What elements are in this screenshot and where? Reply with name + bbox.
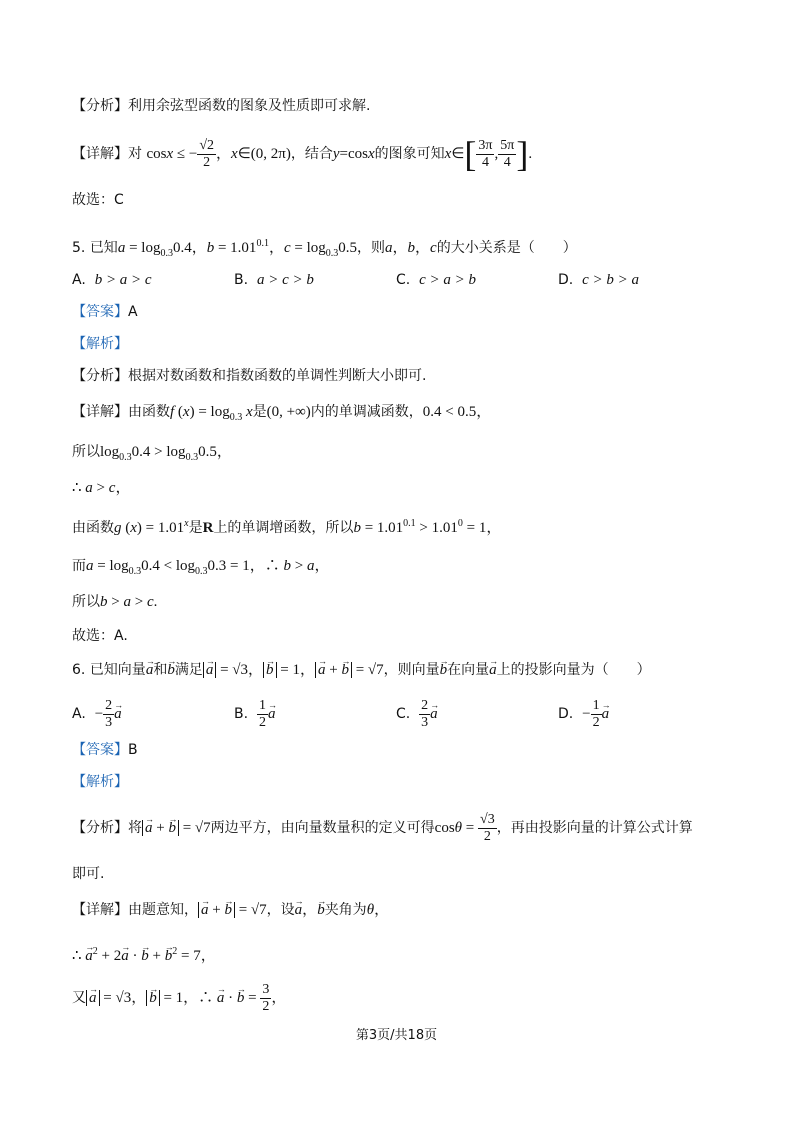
q6-analysis-2: 即可. <box>72 866 105 882</box>
q6-explain-tag: 【解析】 <box>72 774 128 790</box>
q5-detail-5: 而$a = \log_{0.3}0.4 < \log_{0.3}0.3 = 1$，∴ b > a， <box>72 558 330 577</box>
fraction: $\frac{√2}{2}$ <box>199 137 215 170</box>
q6-detail-2: ∴ → $a^2 + 2\to a$ · → b + → $b^2 = 7$， <box>72 942 733 966</box>
analysis-text: 利用余弦型函数的图象及性质即可求解. <box>128 98 371 114</box>
q6-detail-3: 又→ a = √3，→ b = 1，∴ → a · → b = $\frac{3}{2}$ ， <box>72 978 733 1018</box>
q6-stem: 6. 已知向量→ a和→ b满足→ a = √3，→ b = 1，→ a + → b = √7，则向量→ b在向量→ a上的投影向量为（ ） <box>72 660 733 680</box>
q6-detail-1: 【详解】由题意知，→ a + → b = √7，设→ a，→ b夹角为θ， <box>72 900 733 920</box>
q5-option-a: A. b > a > c <box>72 272 152 288</box>
q4-choose: 故选：C <box>72 192 124 208</box>
q4-analysis <box>72 96 733 116</box>
q5-option-d: D. c > b > a <box>558 272 640 288</box>
q5-option-c: C. c > a > b <box>396 272 477 288</box>
q6-option-c: C. $\frac{2}{3}$ → a <box>396 694 438 734</box>
q5-explain-tag: 【解析】 <box>72 336 128 352</box>
math-expr: cosx ≤ − <box>146 146 198 162</box>
q5-option-b: B. a > c > b <box>234 272 314 288</box>
analysis-tag: 【分析】 <box>72 98 128 114</box>
q4-detail: 【详解】对 cosx ≤ − $\frac{√2}{2}$ ，x∈(0, 2π)，结合y=cosx的图象可知x∈[ $\frac{3\pi}{4}$ , $\frac{5\pi}{4}$ ]. <box>72 134 533 174</box>
q6-option-d: D. − $\frac{1}{2}$ → a <box>558 694 609 734</box>
q5-detail-1: 【详解】由函数f $(x) = \log_{0.3} x$是(0, +∞)内的单调减函数，0.4 < 0.5， <box>72 404 492 423</box>
page-footer: 第3页/共18页 <box>355 1028 438 1043</box>
q6-option-b: B. $\frac{1}{2}$ → a <box>234 694 275 734</box>
q5-detail-4: 由函数g $(x) = 1.01^x$是R上的单调增函数，所以$b = 1.01^{0.1} > 1.01^0 = 1$， <box>72 518 502 536</box>
q6-option-a: A. − $\frac{2}{3}$ → a <box>72 694 122 734</box>
q5-stem: 5. 已知$a = \log_{0.3}0.4$，$b = 1.01^{0.1}$，$c = \log_{0.3}0.5$，则a，b，c的大小关系是（ ） <box>72 238 577 259</box>
q5-choose: 故选：A. <box>72 628 128 644</box>
q6-answer: 【答案】B <box>72 742 138 758</box>
q6-analysis: 【分析】将→ a + → b = √7两边平方，由向量数量积的定义可得cosθ = $\frac{√3}{2}$ ，再由投影向量的计算公式计算 <box>72 808 733 848</box>
q5-answer: 【答案】A <box>72 304 138 320</box>
q5-detail-6: 所以b > a > c. <box>72 594 158 610</box>
q5-detail-2: 所以$\log_{0.3}0.4 > \log_{0.3}0.5$， <box>72 444 232 463</box>
q5-detail-3: ∴ a > c， <box>72 480 131 496</box>
q5-analysis: 【分析】根据对数函数和指数函数的单调性判断大小即可. <box>72 368 427 384</box>
